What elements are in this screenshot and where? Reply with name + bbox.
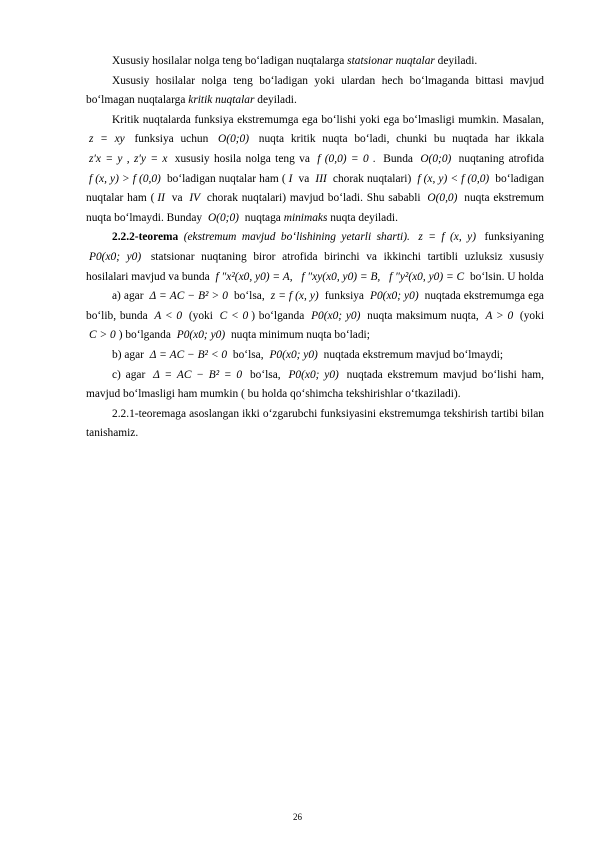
text: bo‘lsa, (245, 368, 286, 381)
paragraph-stationary (86, 52, 544, 72)
formula: Δ = AC − B² = 0 (153, 368, 243, 381)
paragraph-example (86, 111, 544, 229)
text: a) agar (112, 290, 147, 303)
paragraph-case-c (86, 366, 544, 405)
text: Kritik nuqtalarda funksiya ekstremumga ega bo‘lishi yoki ega bo‘lmasligi mumkin. Masalan, (112, 113, 544, 126)
text: bo‘lsa, (230, 290, 268, 303)
text: nuqtada ekstremum mavjud bo‘lishi ham, mavjud bo‘lmasligi ham mumkin ( bu holda qo‘shimcha tekshirishlar o‘tkaziladi). (86, 368, 545, 401)
text: va (167, 192, 187, 205)
text: nuqtaning atrofida (454, 152, 545, 165)
text: nuqta kritik nuqta bo‘ladi, chunki bu nuqtada har ikkala (252, 133, 544, 146)
text: Xususiy hosilalar nolga teng bo‘ladigan nuqtalarga (112, 55, 348, 67)
formula: P0(x0; y0) (311, 309, 361, 322)
formula: f ″xy(x0, y0) = B, (301, 270, 381, 283)
formula: A > 0 (485, 309, 514, 322)
paragraph-theorem (86, 228, 544, 287)
text: Bunda (378, 152, 418, 165)
text: statsionar nuqtaning biror atrofida birinchi va ikkinchi tartibli uzluksiz xususiy hosilalari mavjud va bunda (86, 250, 544, 283)
text: funksiya uchun (127, 133, 216, 146)
formula: P0(x0; y0) (269, 348, 318, 361)
text: deyiladi. (254, 94, 297, 107)
formula: C > 0 (89, 329, 116, 342)
formula: z = xy (89, 133, 125, 146)
text: ) bo‘lganda (118, 329, 174, 342)
text: ) bo‘lganda (251, 309, 309, 322)
text: nuqta maksimum nuqta, (363, 309, 483, 322)
paragraph-critical (86, 72, 544, 111)
term-stationary-points: statsionar nuqtalar (347, 55, 435, 67)
formula: III (315, 172, 327, 185)
theorem-subtitle: (ekstremum mavjud bo‘lishining yetarli sharti). (178, 231, 416, 244)
formula: z = f (x, y) (270, 290, 319, 303)
text: Xususiy hosilalar nolga teng bo‘ladigan yoki ulardan hech bo‘lmaganda bittasi mavjud bo‘lmagan nuqtalarga (86, 74, 544, 107)
formula: Δ = AC − B² < 0 (149, 348, 228, 361)
formula: IV (189, 192, 201, 205)
text: bo‘lsin. U holda (467, 270, 544, 283)
formula: II (157, 192, 165, 205)
text: nuqtada ekstremum mavjud bo‘lmaydi; (320, 348, 504, 361)
formula: O(0;0) (207, 211, 239, 224)
text: funksiyaning (479, 231, 544, 244)
text: (yoki (516, 309, 544, 322)
formula: P0(x0; y0) (288, 368, 339, 381)
formula: z′x = y , z′y = x (89, 152, 168, 165)
term-critical-points: kritik nuqtalar (188, 94, 255, 107)
text: nuqta ekstremum nuqta bo‘lmaydi. Bunday (86, 192, 544, 224)
formula: O(0;0) (218, 133, 250, 146)
text: chorak nuqtalari) mavjud bo‘ladi. Shu sababli (203, 192, 425, 205)
formula: C < 0 (219, 309, 249, 322)
text: deyiladi. (434, 55, 478, 67)
text: c) agar (112, 368, 151, 381)
formula: P0(x0; y0) (370, 290, 419, 303)
text: nuqta deyiladi. (327, 211, 398, 224)
formula: Δ = AC − B² > 0 (149, 290, 228, 303)
text: b) agar (112, 348, 147, 361)
formula: f ″y²(x0, y0) = C (389, 270, 465, 283)
formula: f (0,0) = 0 . (317, 152, 376, 165)
text: nuqtaga (241, 211, 284, 224)
formula: P0(x0; y0) (89, 250, 142, 263)
formula: A < 0 (154, 309, 183, 322)
paragraph-case-b (86, 346, 544, 366)
text: nuqtada ekstremumga ega bo‘lib, bunda (86, 290, 544, 322)
formula: P0(x0; y0) (176, 329, 226, 342)
formula: O(0,0) (427, 192, 458, 205)
theorem-title: 2.2.2-teorema (112, 231, 179, 244)
term-minimax: minimaks (283, 211, 328, 224)
text: bo‘lsa, (230, 348, 267, 361)
body-text (86, 52, 544, 444)
text: nuqta minimum nuqta bo‘ladi; (228, 329, 370, 342)
formula: I (288, 172, 293, 185)
text: 2.2.1-teoremaga asoslangan ikki o‘zgarubchi funksiyasini ekstremumga tekshirish tartibi bilan tanishamiz. (86, 407, 544, 440)
formula: O(0;0) (420, 152, 452, 165)
text: (yoki (185, 309, 217, 322)
formula: z = f (x, y) (418, 231, 477, 244)
text: xususiy hosila nolga teng va (170, 152, 315, 165)
paragraph-procedure (86, 405, 544, 444)
formula: f ″x²(x0, y0) = A, (215, 270, 293, 283)
paragraph-case-a (86, 287, 544, 346)
formula: f (x, y) > f (0,0) (89, 172, 161, 185)
formula: f (x, y) < f (0,0) (417, 172, 490, 185)
text: chorak nuqtalari) (329, 172, 415, 185)
text: bo‘ladigan nuqtalar ham ( (86, 172, 545, 205)
text: va (295, 172, 313, 185)
text: funksiya (321, 290, 368, 303)
text: bo‘ladigan nuqtalar ham ( (163, 172, 286, 185)
page-number: 26 (293, 812, 302, 822)
